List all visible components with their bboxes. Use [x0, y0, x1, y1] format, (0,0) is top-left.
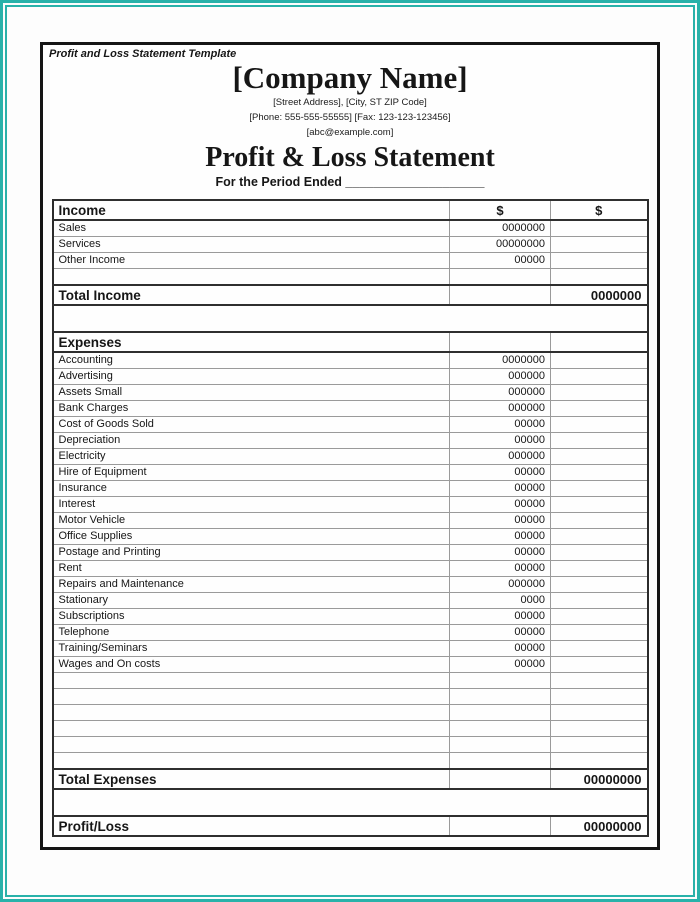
amount-cell-col2: 0000000 [551, 285, 648, 305]
amount-cell-col2 [551, 237, 648, 253]
table-row [53, 689, 648, 705]
row-label-cell: Hire of Equipment [53, 465, 450, 481]
amount-cell-col1 [450, 689, 551, 705]
period-label: For the Period Ended [215, 175, 342, 189]
row-label-cell: Other Income [53, 253, 450, 269]
row-label-cell: Repairs and Maintenance [53, 577, 450, 593]
table-row [53, 641, 648, 657]
amount-cell-col2 [551, 561, 648, 577]
amount-cell-col2: $ [551, 200, 648, 220]
amount-cell-col1: 000000 [450, 369, 551, 385]
amount-cell-col2: 00000000 [551, 769, 648, 789]
table-row [53, 285, 648, 305]
amount-cell-col2 [551, 417, 648, 433]
amount-cell-col2 [551, 673, 648, 689]
row-label-cell: Income [53, 200, 450, 220]
table-row [53, 737, 648, 753]
amount-cell-col1: 00000 [450, 641, 551, 657]
amount-cell-col2 [551, 609, 648, 625]
row-label-cell: Training/Seminars [53, 641, 450, 657]
row-label-cell: Cost of Goods Sold [53, 417, 450, 433]
document-page [40, 42, 660, 850]
amount-cell-col1 [450, 721, 551, 737]
amount-cell-col1: 00000 [450, 529, 551, 545]
table-row [53, 705, 648, 721]
amount-cell-col1: 00000 [450, 609, 551, 625]
row-label-cell: Interest [53, 497, 450, 513]
row-label-cell: Total Expenses [53, 769, 450, 789]
table-row [53, 369, 648, 385]
table-row [53, 769, 648, 789]
amount-cell-col2 [551, 369, 648, 385]
amount-cell-col1: $ [450, 200, 551, 220]
row-label-cell: Motor Vehicle [53, 513, 450, 529]
phone-fax-line: [Phone: 555-555-55555] [Fax: 123-123-123456] [249, 112, 451, 123]
address-line: [Street Address], [City, ST ZIP Code] [273, 97, 427, 108]
amount-cell-col2 [551, 513, 648, 529]
amount-cell-col1: 00000 [450, 513, 551, 529]
table-row [53, 352, 648, 369]
table-row [53, 433, 648, 449]
amount-cell-col2 [551, 641, 648, 657]
table-row [53, 497, 648, 513]
row-label-cell: Depreciation [53, 433, 450, 449]
pl-table [52, 199, 649, 837]
template-title: Profit and Loss Statement Template [49, 48, 237, 60]
table-row [53, 625, 648, 641]
table-row [53, 577, 648, 593]
row-label-cell [53, 705, 450, 721]
email-line: [abc@example.com] [306, 127, 394, 138]
amount-cell-col1 [450, 753, 551, 770]
amount-cell-col2 [551, 269, 648, 286]
table-row [53, 561, 648, 577]
amount-cell-col1: 00000 [450, 497, 551, 513]
amount-cell-col2 [551, 753, 648, 770]
amount-cell-col2 [551, 625, 648, 641]
amount-cell-col1: 00000 [450, 545, 551, 561]
amount-cell-col1: 00000 [450, 253, 551, 269]
row-label-cell: Assets Small [53, 385, 450, 401]
row-label-cell: Sales [53, 220, 450, 237]
row-label-cell [53, 721, 450, 737]
amount-cell-col1 [450, 769, 551, 789]
amount-cell-col2 [551, 352, 648, 369]
amount-cell-col2 [551, 529, 648, 545]
amount-cell-col2 [551, 433, 648, 449]
amount-cell-col1: 00000 [450, 657, 551, 673]
amount-cell-col1: 000000 [450, 401, 551, 417]
amount-cell-col2 [551, 449, 648, 465]
row-label-cell: Telephone [53, 625, 450, 641]
table-row [53, 200, 648, 220]
amount-cell-col2 [551, 497, 648, 513]
amount-cell-col2 [551, 689, 648, 705]
amount-cell-col2 [551, 545, 648, 561]
table-row [53, 721, 648, 737]
amount-cell-col1 [450, 737, 551, 753]
table-row [53, 789, 648, 816]
amount-cell-col1: 0000000 [450, 352, 551, 369]
amount-cell-col2 [551, 481, 648, 497]
row-label-cell: Total Income [53, 285, 450, 305]
amount-cell-col1 [450, 705, 551, 721]
row-label-cell [53, 673, 450, 689]
row-label-cell [53, 753, 450, 770]
amount-cell-col2 [551, 332, 648, 352]
table-row [53, 545, 648, 561]
table-row [53, 332, 648, 352]
amount-cell-col2 [551, 253, 648, 269]
amount-cell-col1: 0000 [450, 593, 551, 609]
amount-cell-col2 [551, 657, 648, 673]
company-name-placeholder: [Company Name] [232, 60, 468, 95]
amount-cell-col1 [450, 285, 551, 305]
amount-cell-col1: 00000 [450, 465, 551, 481]
amount-cell-col2 [551, 577, 648, 593]
period-blank-line: ____________________ [345, 175, 485, 189]
row-label-cell: Accounting [53, 352, 450, 369]
amount-cell-col1: 00000 [450, 625, 551, 641]
amount-cell-col2 [551, 721, 648, 737]
table-row [53, 269, 648, 286]
amount-cell-col1 [450, 816, 551, 836]
row-label-cell: Electricity [53, 449, 450, 465]
table-row [53, 753, 648, 770]
amount-cell-col1: 00000 [450, 417, 551, 433]
table-row [53, 237, 648, 253]
row-label-cell: Advertising [53, 369, 450, 385]
amount-cell-col2 [551, 465, 648, 481]
amount-cell-col2 [551, 737, 648, 753]
row-label-cell [53, 689, 450, 705]
table-row [53, 593, 648, 609]
table-row [53, 657, 648, 673]
table-row [53, 417, 648, 433]
amount-cell-col1: 000000 [450, 577, 551, 593]
table-row [53, 673, 648, 689]
amount-cell-col1: 00000 [450, 481, 551, 497]
row-label-cell: Postage and Printing [53, 545, 450, 561]
row-label-cell: Services [53, 237, 450, 253]
table-row [53, 220, 648, 237]
row-label-cell: Subscriptions [53, 609, 450, 625]
row-label-cell: Profit/Loss [53, 816, 450, 836]
table-row [53, 481, 648, 497]
period-line [43, 174, 657, 190]
table-row [53, 609, 648, 625]
amount-cell-col1 [450, 673, 551, 689]
amount-cell-col1: 0000000 [450, 220, 551, 237]
row-label-cell: Stationary [53, 593, 450, 609]
spacer-cell [53, 789, 648, 816]
row-label-cell [53, 269, 450, 286]
table-row [53, 465, 648, 481]
table-row [53, 529, 648, 545]
table-row [53, 401, 648, 417]
table-row [53, 305, 648, 332]
amount-cell-col1: 00000000 [450, 237, 551, 253]
table-row [53, 816, 648, 836]
amount-cell-col2: 00000000 [551, 816, 648, 836]
amount-cell-col1: 000000 [450, 385, 551, 401]
amount-cell-col1: 000000 [450, 449, 551, 465]
amount-cell-col1: 00000 [450, 433, 551, 449]
amount-cell-col2 [551, 385, 648, 401]
row-label-cell: Insurance [53, 481, 450, 497]
amount-cell-col2 [551, 593, 648, 609]
row-label-cell: Rent [53, 561, 450, 577]
table-row [53, 513, 648, 529]
row-label-cell: Wages and On costs [53, 657, 450, 673]
pl-table-body [53, 200, 648, 836]
spacer-cell [53, 305, 648, 332]
row-label-cell: Office Supplies [53, 529, 450, 545]
table-row [53, 253, 648, 269]
table-row [53, 385, 648, 401]
amount-cell-col1 [450, 269, 551, 286]
amount-cell-col2 [551, 220, 648, 237]
row-label-cell: Bank Charges [53, 401, 450, 417]
table-row [53, 449, 648, 465]
row-label-cell: Expenses [53, 332, 450, 352]
amount-cell-col1 [450, 332, 551, 352]
amount-cell-col2 [551, 401, 648, 417]
row-label-cell [53, 737, 450, 753]
amount-cell-col2 [551, 705, 648, 721]
amount-cell-col1: 00000 [450, 561, 551, 577]
statement-title: Profit & Loss Statement [205, 142, 495, 173]
